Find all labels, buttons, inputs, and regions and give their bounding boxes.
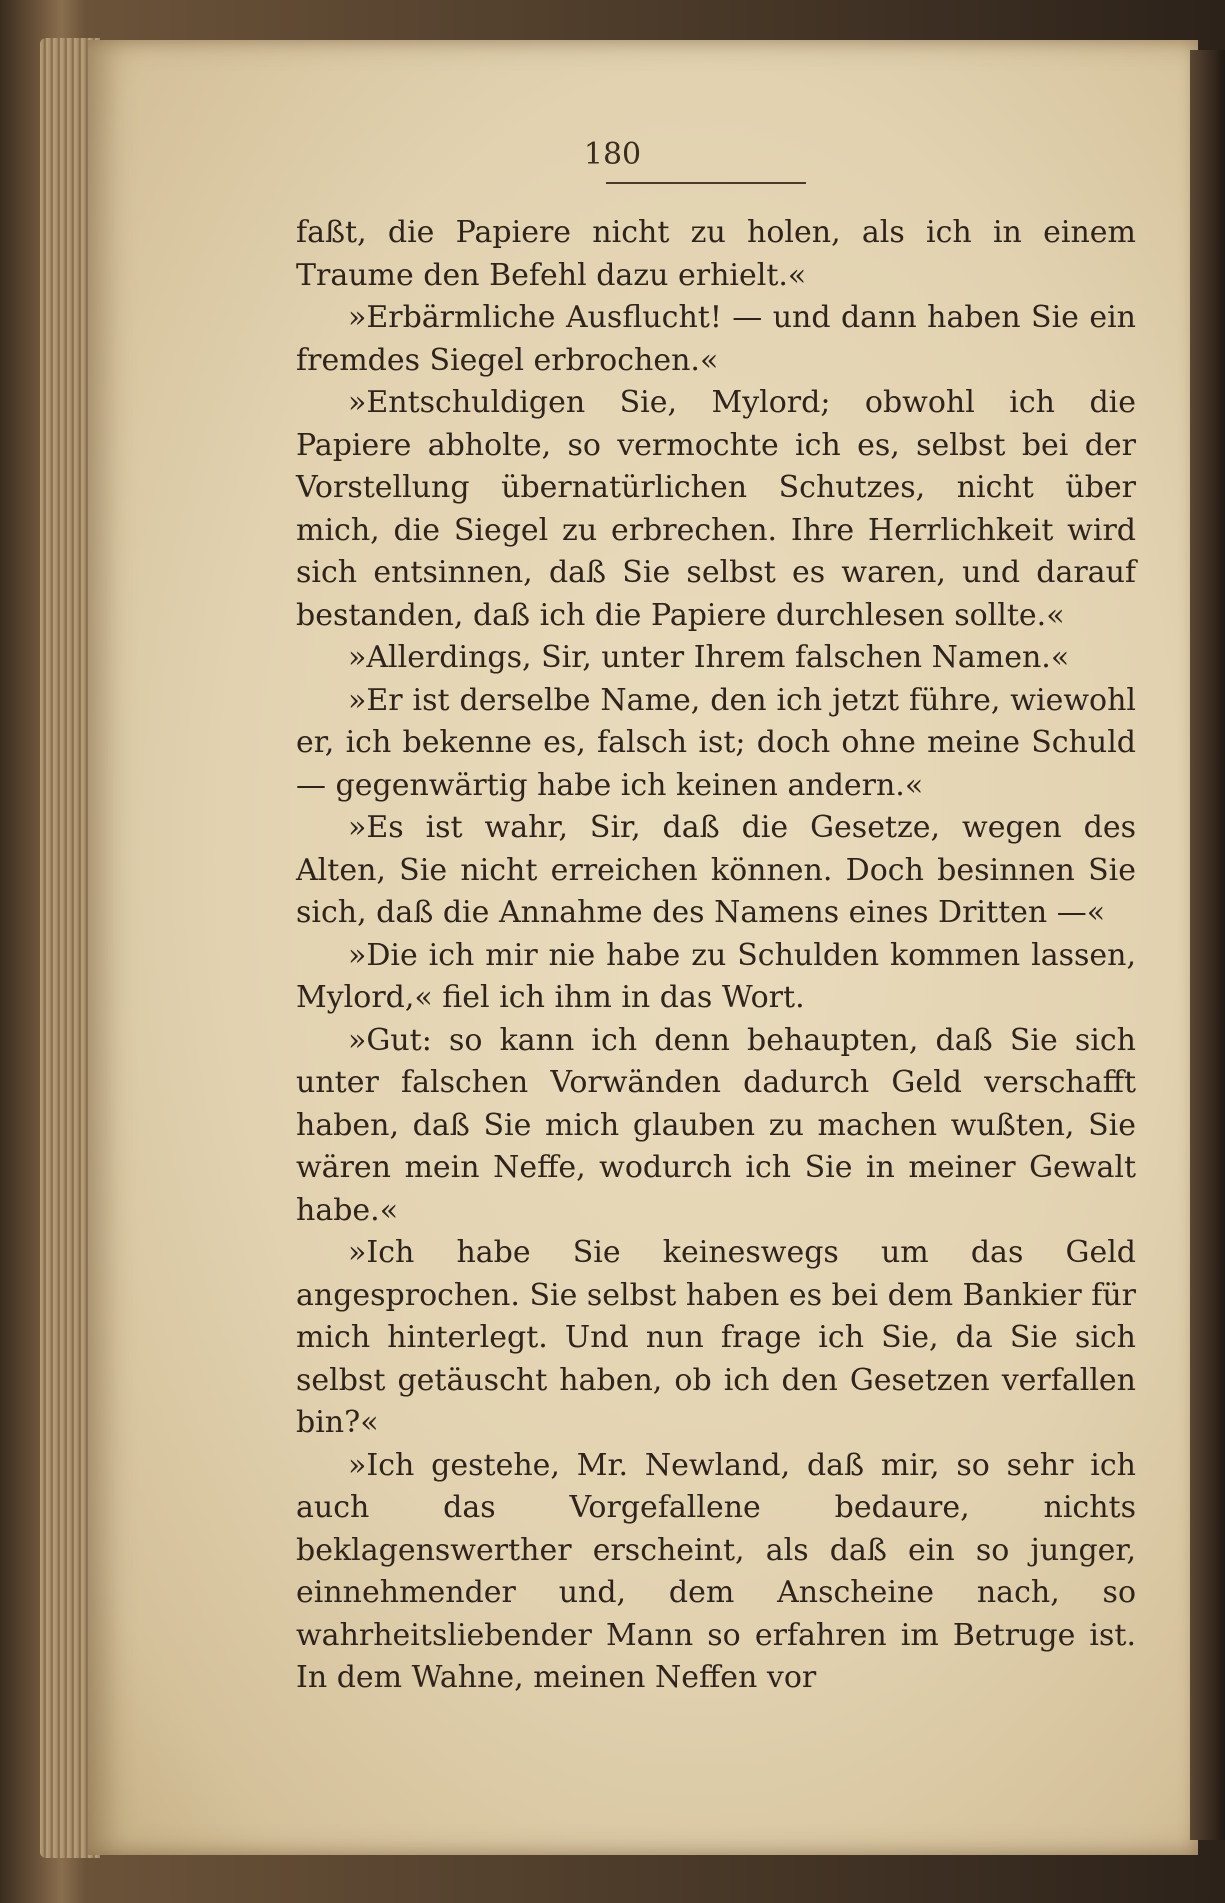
paragraph: »Die ich mir nie habe zu Schulden kommen lassen, Mylord,« fiel ich ihm in das Wort. [296, 937, 1136, 1015]
paragraph: »Er ist derselbe Name, den ich jetzt führe, wiewohl er, ich bekenne es, falsch ist; doch ohne meine Schuld — gegenwärtig habe ich keinen andern.« [296, 682, 1136, 803]
header-rule [606, 182, 806, 184]
page-number: 180 [583, 137, 642, 172]
book-binding-edge [1190, 50, 1225, 1840]
paragraph: »Ich habe Sie keineswegs um das Geld angesprochen. Sie selbst haben es bei dem Bankier für mich hinterlegt. Und nun frage ich Sie, da Sie sich selbst getäuscht haben, ob ich den Gesetzen verfallen bin?« [296, 1235, 1136, 1440]
paragraph: »Entschuldigen Sie, Mylord; obwohl ich die Papiere abholte, so vermochte ich es, selbst bei der Vorstellung übernatürlichen Schutzes, nicht über mich, die Siegel zu erbrechen. Ihre Herrlichkeit wird sich entsinnen, daß Sie selbst es waren, und darauf bestanden, daß ich die Papiere durchlesen sollte.« [296, 385, 1136, 633]
paragraph: faßt, die Papiere nicht zu holen, als ich in einem Traume den Befehl dazu erhielt.« [296, 215, 1136, 293]
paragraph: »Ich gestehe, Mr. Newland, daß mir, so sehr ich auch das Vorgefallene bedaure, nichts beklagenswerther erscheint, als daß ein so junger, einnehmender und, dem Anscheine nach, so wahrheitsliebender Mann so erfahren im Betruge ist. In dem Wahne, meinen Neffen vor [296, 1447, 1136, 1695]
paragraph: »Gut: so kann ich denn behaupten, daß Sie sich unter falschen Vorwänden dadurch Geld verschafft haben, daß Sie mich glauben zu machen wußten, Sie wären mein Neffe, wodurch ich Sie in meiner Gewalt habe.« [296, 1022, 1136, 1228]
paragraph: »Es ist wahr, Sir, daß die Gesetze, wegen des Alten, Sie nicht erreichen können. Doch besinnen Sie sich, daß die Annahme des Namens eines Dritten —« [296, 810, 1136, 930]
paragraph: »Erbärmliche Ausflucht! — und dann haben Sie ein fremdes Siegel erbrochen.« [296, 300, 1136, 378]
page-text [296, 212, 1136, 1700]
paragraph: »Allerdings, Sir, unter Ihrem falschen Namen.« [348, 640, 1070, 675]
